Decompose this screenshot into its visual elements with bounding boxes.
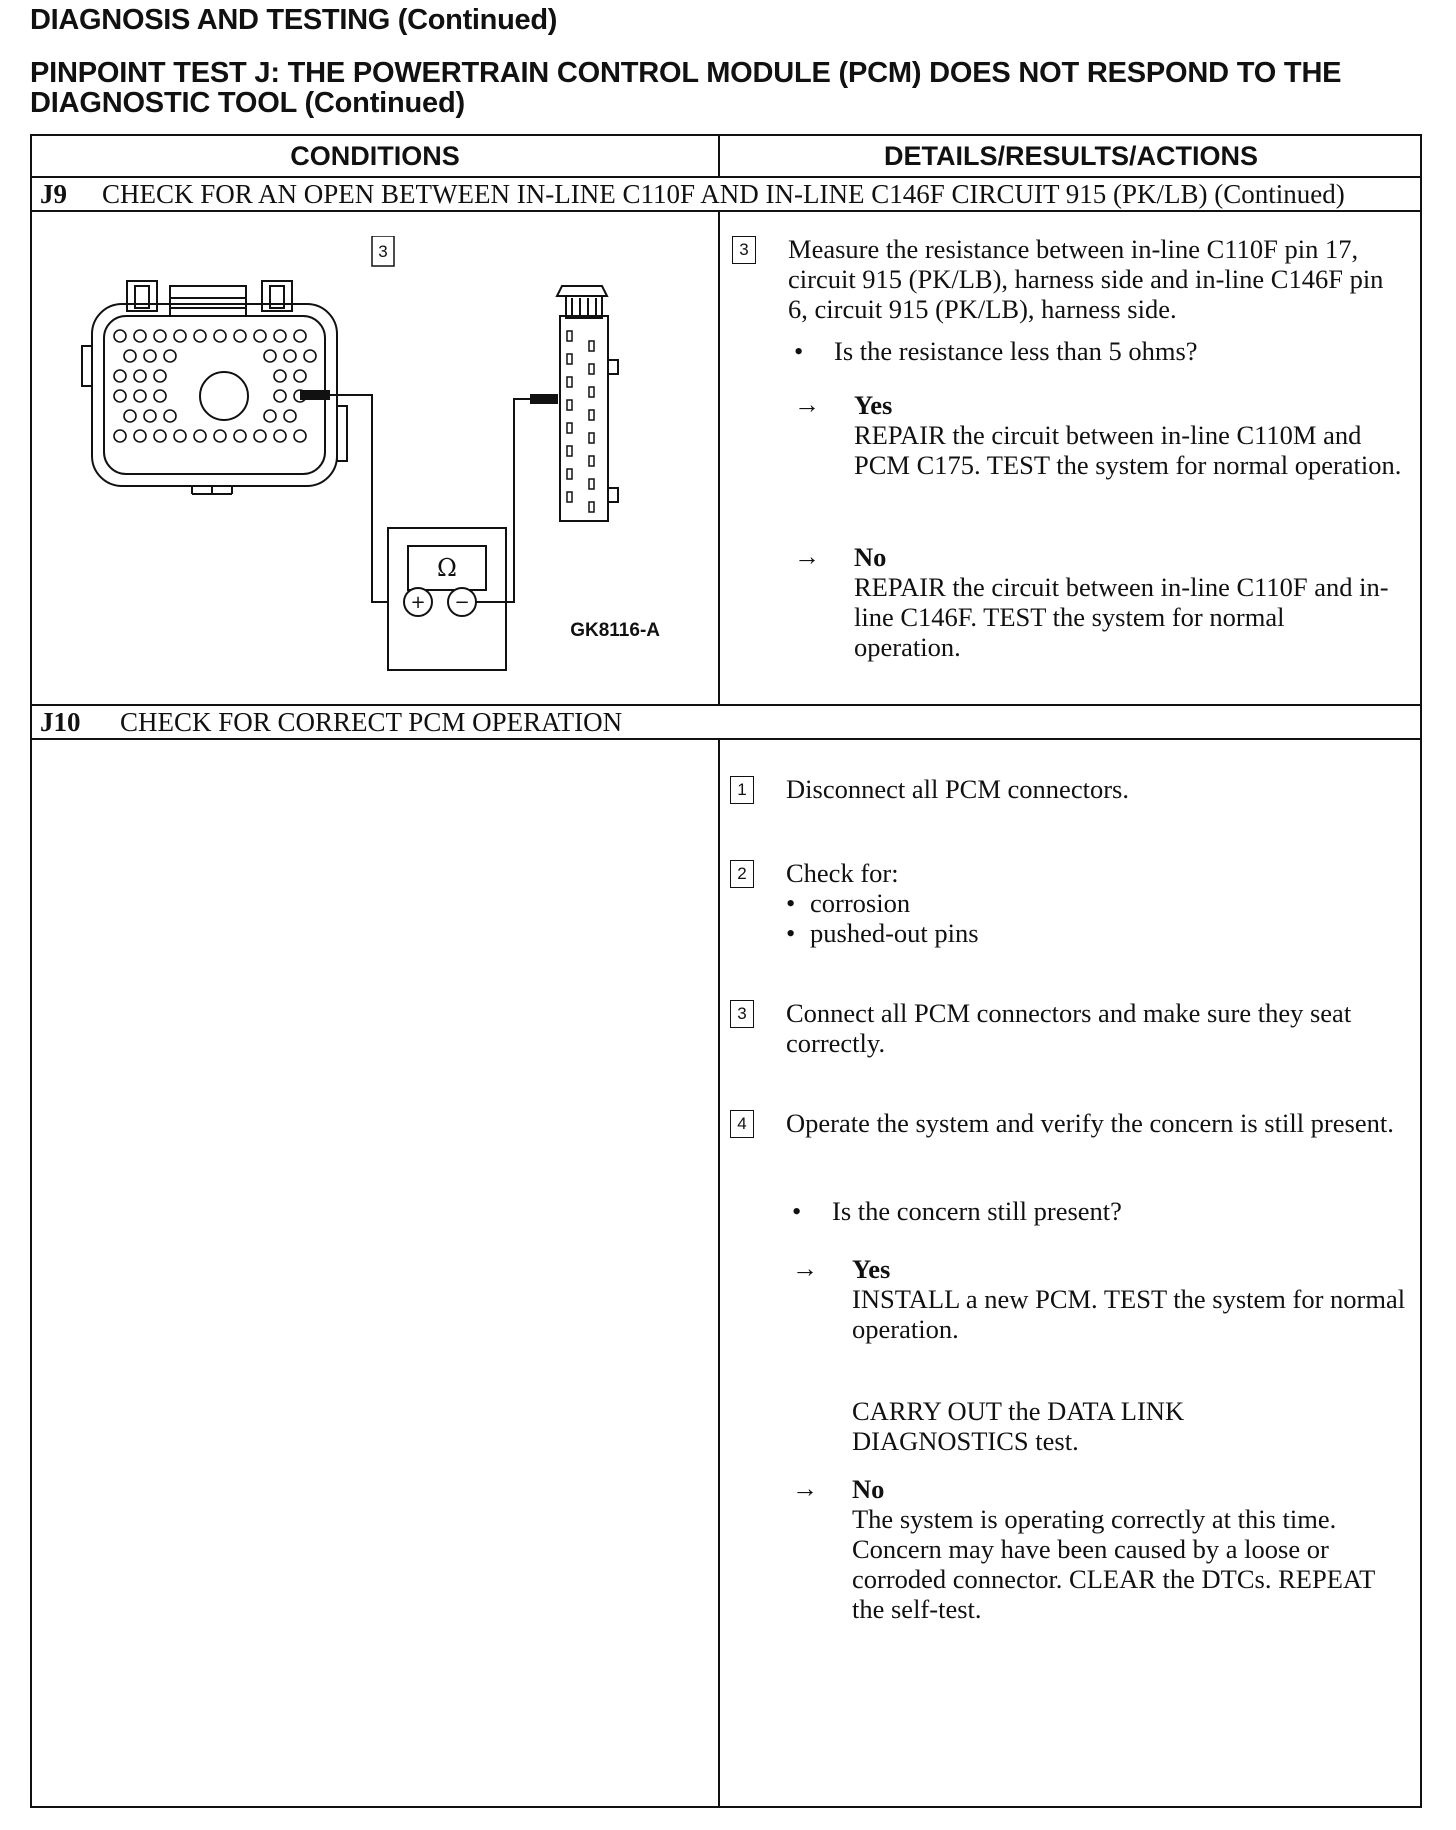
j10-step-id: J10 bbox=[40, 707, 81, 737]
j10-no-label: No bbox=[852, 1474, 885, 1504]
j10-step3-box: 3 bbox=[730, 1000, 754, 1028]
positive-test-lead bbox=[300, 390, 397, 602]
j10-step2-box: 2 bbox=[730, 860, 754, 888]
j9-yes-arrow: → bbox=[794, 390, 820, 419]
j9-step-id: J9 bbox=[40, 179, 67, 209]
j9-yes-label: Yes bbox=[854, 390, 893, 420]
j10-title-divider bbox=[32, 738, 1420, 740]
ohmmeter-test-diagram bbox=[52, 236, 712, 686]
figure-code: GK8116-A bbox=[570, 620, 660, 641]
j10-column-divider bbox=[718, 738, 720, 1808]
page-heading: DIAGNOSIS AND TESTING (Continued) bbox=[30, 4, 558, 36]
j10-check-item-2: pushed-out pins bbox=[810, 918, 979, 948]
j10-step4-text: Operate the system and verify the concern is still present. bbox=[786, 1108, 1394, 1138]
j10-yes-arrow: → bbox=[792, 1254, 818, 1283]
pinpoint-test-table bbox=[30, 134, 1422, 1808]
pcm-pin-array bbox=[114, 330, 316, 442]
j10-step3-text: Connect all PCM connectors and make sure they seat correctly. bbox=[786, 998, 1352, 1058]
pinpoint-test-title: PINPOINT TEST J: THE POWERTRAIN CONTROL MODULE (PCM) DOES NOT RESPOND TO THE DIAGNOSTIC TOOL (Continued) bbox=[30, 57, 1342, 119]
pcm-connector bbox=[82, 281, 347, 494]
j9-title-divider bbox=[32, 210, 1420, 212]
j10-no-action: The system is operating correctly at this time. Concern may have been caused by a loose or corroded connector. CLEAR the DTCs. REPEAT the self-test. bbox=[852, 1504, 1375, 1624]
details-header: DETAILS/RESULTS/ACTIONS bbox=[883, 141, 1258, 171]
j10-check-bullet-2: • bbox=[786, 918, 796, 948]
j10-check-bullet-1: • bbox=[786, 888, 796, 918]
j9-step-title: CHECK FOR AN OPEN BETWEEN IN-LINE C110F AND IN-LINE C146F CIRCUIT 915 (PK/LB) (Continued) bbox=[102, 179, 1345, 209]
j9-question-bullet: • bbox=[794, 336, 804, 366]
header-divider bbox=[32, 176, 1420, 178]
j10-step-title: CHECK FOR CORRECT PCM OPERATION bbox=[120, 707, 623, 737]
j10-step1-box: 1 bbox=[730, 776, 754, 804]
j9-column-divider bbox=[718, 210, 720, 704]
j10-yes-label: Yes bbox=[852, 1254, 891, 1284]
conditions-header: CONDITIONS bbox=[290, 141, 460, 171]
j10-check-item-1: corrosion bbox=[810, 888, 911, 918]
j10-yes-followup: CARRY OUT the DATA LINK DIAGNOSTICS test. bbox=[852, 1396, 1185, 1456]
ohm-symbol: Ω bbox=[437, 554, 457, 582]
j10-step4-box: 4 bbox=[730, 1110, 754, 1138]
positive-terminal-label: + bbox=[410, 592, 426, 613]
j10-yes-action: INSTALL a new PCM. TEST the system for normal operation. bbox=[852, 1284, 1406, 1344]
inline-connector-pins bbox=[567, 331, 594, 512]
j10-question: Is the concern still present? bbox=[832, 1196, 1122, 1226]
j9-no-action: REPAIR the circuit between in-line C110F and in-line C146F. TEST the system for normal operation. bbox=[854, 572, 1389, 662]
j9-measure-instruction: Measure the resistance between in-line C110F pin 17, circuit 915 (PK/LB), harness side and in-line C146F pin 6, circuit 915 (PK/LB), harness side. bbox=[788, 234, 1384, 324]
j10-step1-text: Disconnect all PCM connectors. bbox=[786, 774, 1129, 804]
j10-no-arrow: → bbox=[792, 1474, 818, 1503]
j9-yes-action: REPAIR the circuit between in-line C110M and PCM C175. TEST the system for normal operation. bbox=[854, 420, 1402, 480]
j9-bottom-divider bbox=[32, 704, 1420, 706]
j9-no-label: No bbox=[854, 542, 887, 572]
j10-step2-text: Check for: bbox=[786, 858, 899, 888]
ohmmeter bbox=[388, 528, 506, 670]
j9-question: Is the resistance less than 5 ohms? bbox=[834, 336, 1198, 366]
negative-terminal-label: − bbox=[454, 592, 470, 613]
j9-no-arrow: → bbox=[794, 542, 820, 571]
figure-step-tag-text: 3 bbox=[378, 242, 388, 261]
j10-question-bullet: • bbox=[792, 1196, 802, 1226]
j9-step-number-box: 3 bbox=[732, 236, 756, 264]
inline-connector bbox=[557, 286, 618, 521]
